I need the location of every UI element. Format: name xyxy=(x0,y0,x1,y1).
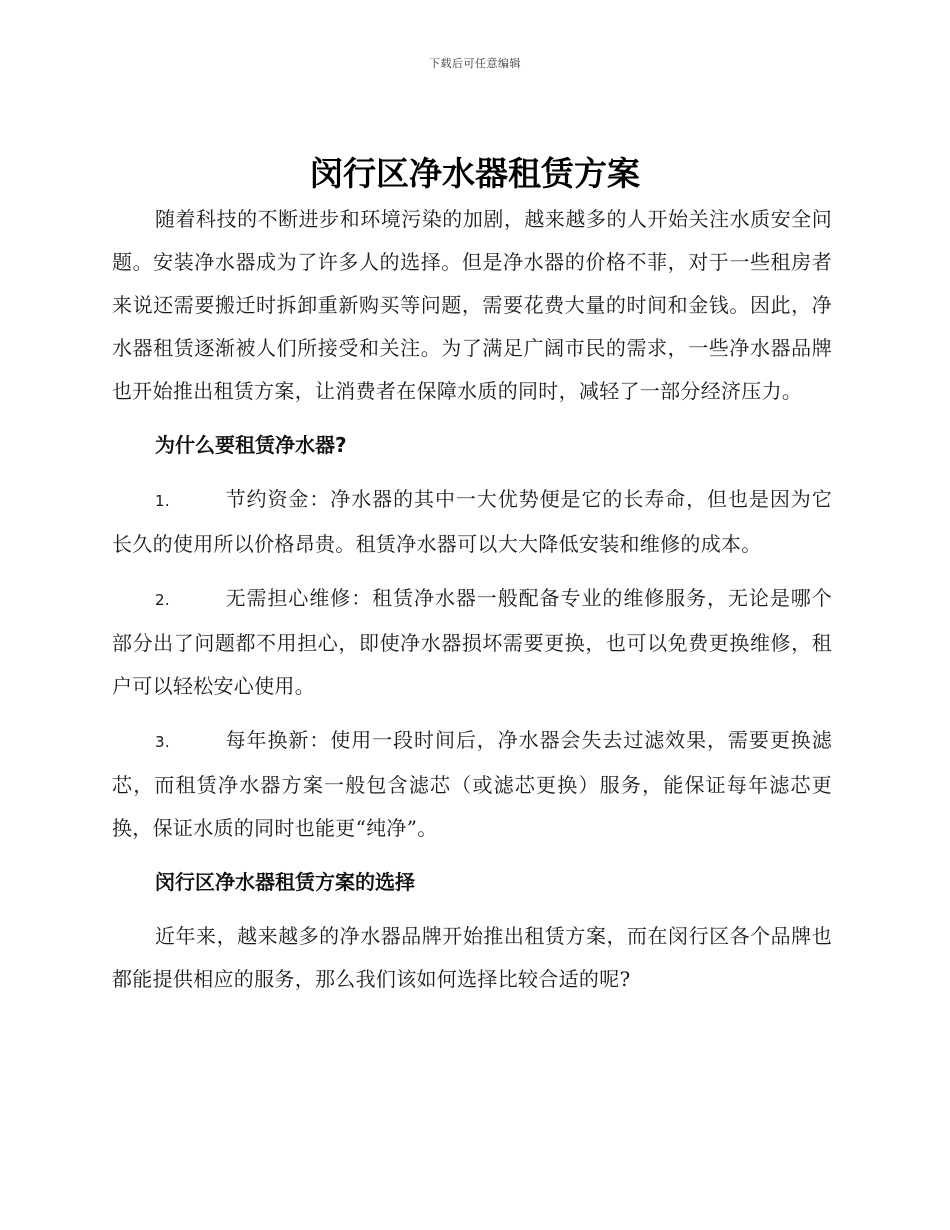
list-item xyxy=(112,577,832,708)
document-body xyxy=(112,198,832,1001)
section-paragraph: 近年来，越来越多的净水器品牌开始推出租赁方案，而在闵行区各个品牌也都能提供相应的服务，那么我们该如何选择比较合适的呢? xyxy=(112,924,832,991)
section-heading-choice: 闵行区净水器租赁方案的选择 xyxy=(155,870,415,894)
list-item xyxy=(112,719,832,850)
list-item-number: 2. xyxy=(155,591,170,609)
list-item-number: 3. xyxy=(155,733,170,751)
document-title: 闵行区净水器租赁方案 xyxy=(310,154,640,193)
header-note: 下载后可任意编辑 xyxy=(429,57,521,70)
list-item-text: 节约资金：净水器的其中一大优势便是它的长寿命，但也是因为它长久的使用所以价格昂贵。租赁净水器可以大大降低安装和维修的成本。 xyxy=(112,487,832,556)
list-item-text: 无需担心维修：租赁净水器一般配备专业的维修服务，无论是哪个部分出了问题都不用担心，即使净水器损坏需要更换，也可以免费更换维修，租户可以轻松安心使用。 xyxy=(112,586,832,698)
list-item-text: 每年换新：使用一段时间后，净水器会失去过滤效果，需要更换滤芯，而租赁净水器方案一般包含滤芯（或滤芯更换）服务，能保证每年滤芯更换，保证水质的同时也能更“纯净”。 xyxy=(112,728,832,840)
intro-paragraph: 随着科技的不断进步和环境污染的加剧，越来越多的人开始关注水质安全问题。安装净水器成为了许多人的选择。但是净水器的价格不菲，对于一些租房者来说还需要搬迁时拆卸重新购买等问题，需要花费大量的时间和金钱。因此，净水器租赁逐渐被人们所接受和关注。为了满足广阔市民的需求，一些净水器品牌也开始推出租赁方案，让消费者在保障水质的同时，减轻了一部分经济压力。 xyxy=(112,207,832,403)
list-item-number: 1. xyxy=(155,492,170,510)
section-heading-why: 为什么要租赁净水器? xyxy=(155,433,347,457)
list-item xyxy=(112,478,832,566)
